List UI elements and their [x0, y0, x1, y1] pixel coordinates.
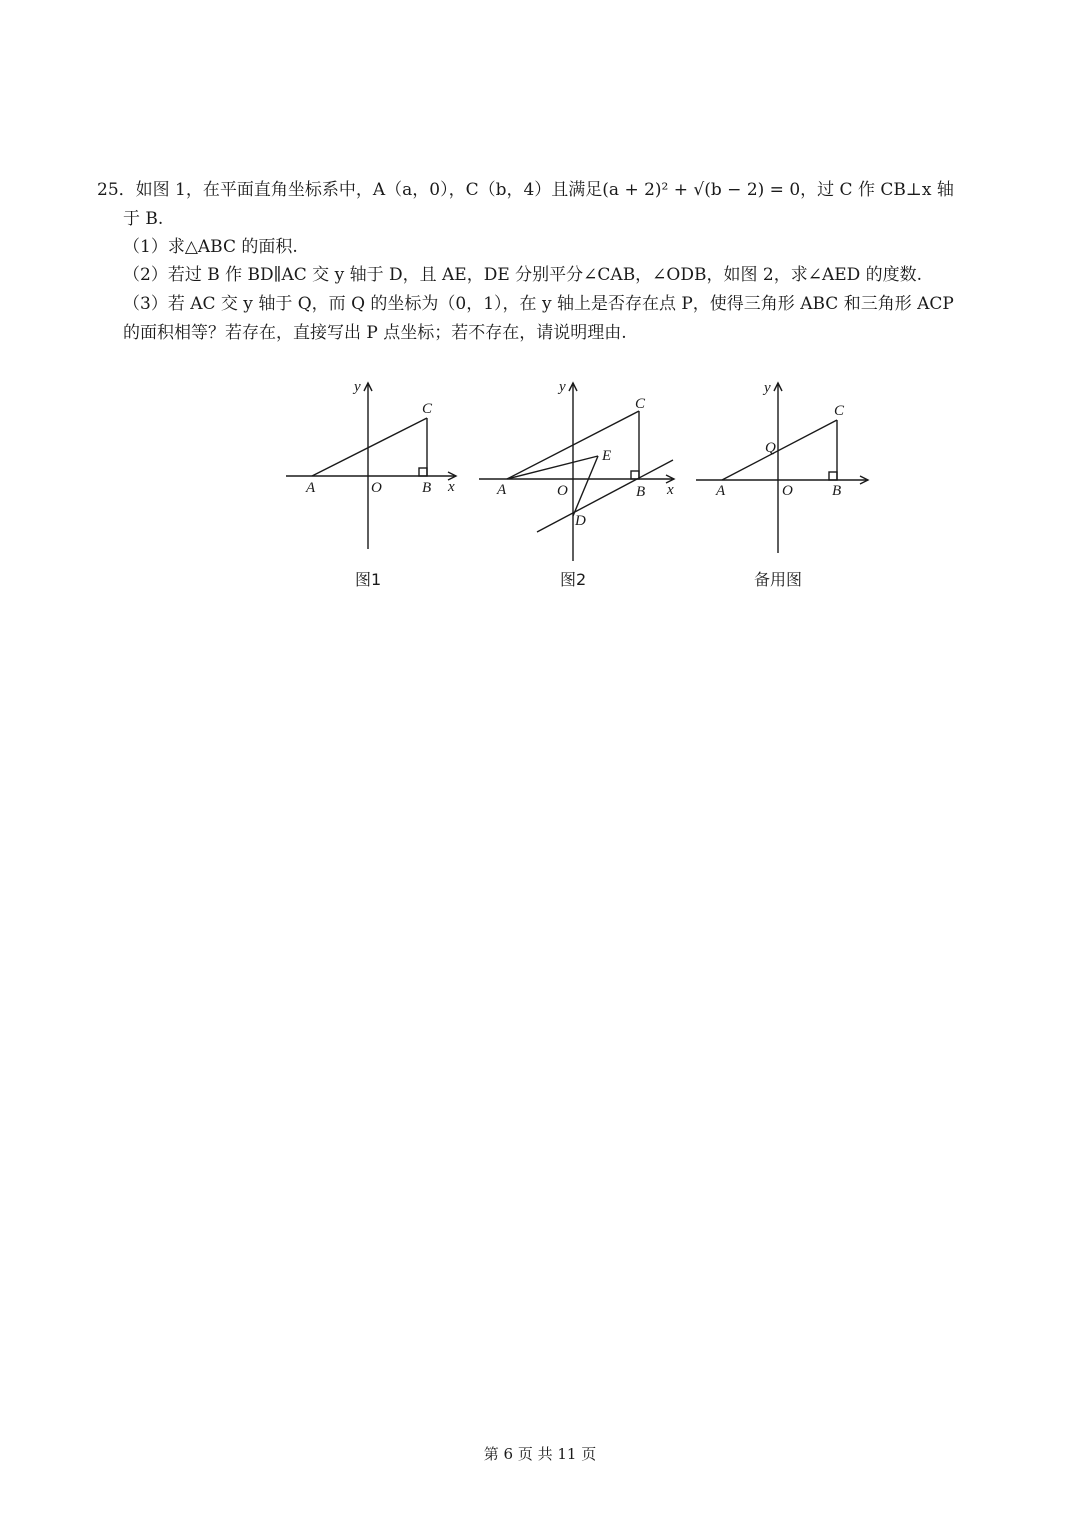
- spare-figure-diagram: [694, 375, 874, 560]
- figure-1-caption: 图1: [355, 570, 382, 589]
- label-y: y: [354, 379, 361, 395]
- figure-2-diagram: [477, 375, 677, 565]
- label-C: C: [834, 403, 845, 419]
- problem-statement-line2: 于 B.: [123, 209, 164, 229]
- label-x: x: [448, 479, 455, 495]
- label-O: O: [371, 480, 382, 496]
- label-B: B: [422, 480, 432, 496]
- question-part-3-line1: （3）若 AC 交 y 轴于 Q，而 Q 的坐标为（0，1），在 y 轴上是否存在点 P，使得三角形 ABC 和三角形 ACP: [123, 294, 954, 314]
- segment-AC: [722, 420, 837, 480]
- figure-2-caption: 图2: [560, 570, 587, 589]
- label-B: B: [832, 483, 842, 499]
- question-part-3-line2: 的面积相等？若存在，直接写出 P 点坐标；若不存在，请说明理由.: [123, 323, 627, 343]
- page-footer: 第 6 页 共 11 页: [483, 1445, 597, 1463]
- label-C: C: [422, 401, 433, 417]
- label-A: A: [497, 482, 507, 498]
- label-C: C: [635, 396, 646, 412]
- right-angle-mark: [829, 472, 837, 480]
- right-angle-mark: [631, 471, 639, 479]
- label-O: O: [782, 483, 793, 499]
- question-part-2: （2）若过 B 作 BD∥AC 交 y 轴于 D，且 AE，DE 分别平分∠CAB，∠ODB，如图 2，求∠AED 的度数.: [123, 265, 923, 285]
- label-A: A: [716, 483, 726, 499]
- label-D: D: [575, 513, 586, 529]
- question-part-1: （1）求△ABC 的面积.: [123, 237, 298, 257]
- segment-AC: [312, 418, 427, 476]
- label-E: E: [602, 448, 612, 464]
- label-y: y: [764, 380, 771, 396]
- label-y: y: [559, 379, 566, 395]
- label-B: B: [636, 484, 646, 500]
- right-angle-mark: [419, 468, 427, 476]
- label-x: x: [667, 482, 674, 498]
- spare-figure-caption: 备用图: [754, 570, 803, 589]
- label-O: O: [557, 483, 568, 499]
- problem-statement-line1: 25．如图 1，在平面直角坐标系中，A（a，0），C（b，4）且满足(a + 2)² + √(b − 2) = 0，过 C 作 CB⊥x 轴: [97, 180, 954, 200]
- segment-AE: [507, 456, 598, 479]
- label-Q: Q: [765, 440, 776, 456]
- figure-1-diagram: [284, 375, 464, 555]
- label-A: A: [306, 480, 316, 496]
